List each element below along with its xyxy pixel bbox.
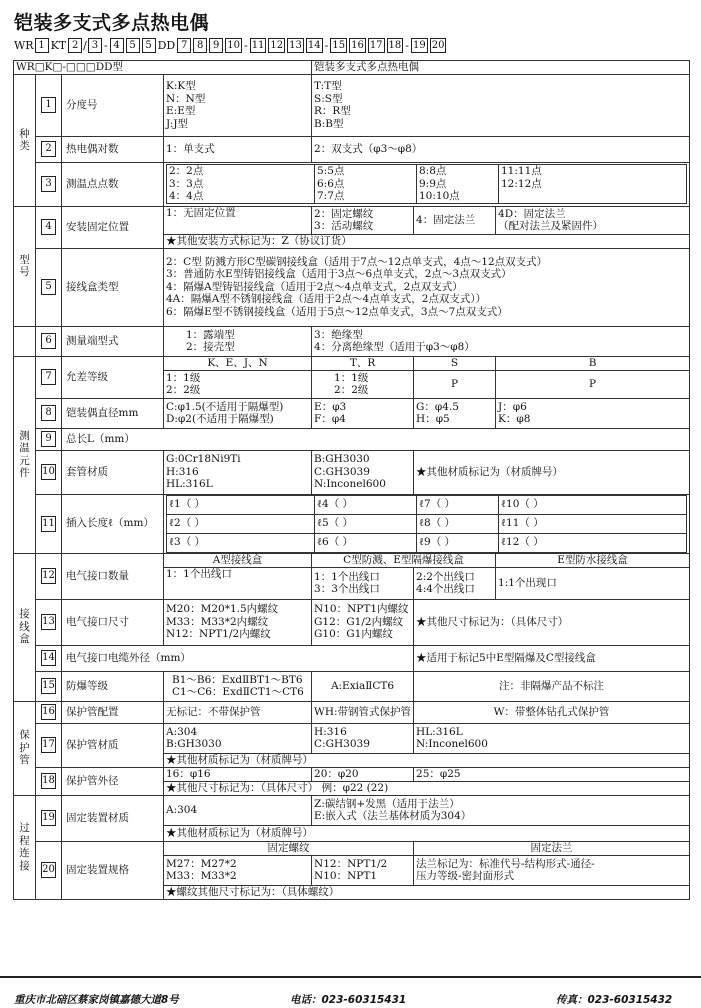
length-field: ℓ1（ ） bbox=[167, 495, 315, 514]
option: 2：2点 bbox=[169, 165, 204, 178]
option: 5:5点 bbox=[317, 165, 345, 178]
option: M33：M33*2 bbox=[166, 870, 237, 882]
note: ★其他尺寸标记为：（具体尺寸） 例：φ22 (22) bbox=[164, 781, 690, 795]
column-header: K、E、J、N bbox=[164, 356, 312, 370]
option: 3：绝缘型 bbox=[314, 328, 363, 341]
footer-phone: 电话：023-60315431 bbox=[290, 994, 407, 1006]
option: 4：分离绝缘型（适用于φ3～φ8） bbox=[314, 341, 475, 353]
option: 16：φ16 bbox=[164, 767, 312, 781]
category-box: 接 线 盒 bbox=[14, 553, 36, 701]
model-dash: - bbox=[405, 38, 409, 52]
row-number: 16 bbox=[41, 704, 56, 720]
option: H:316 bbox=[166, 465, 199, 478]
column-header: T、R bbox=[312, 356, 414, 370]
option: 2：2级 bbox=[166, 384, 201, 396]
note: ★其他安装方式标记为：Z（协议订货） bbox=[164, 234, 690, 248]
option: 7:7点 bbox=[317, 190, 345, 203]
row-label: 测量端型式 bbox=[62, 326, 164, 356]
option: 1：1级 bbox=[334, 371, 369, 384]
option: 压力等级-密封面形式 bbox=[416, 870, 515, 882]
column-header: E型防水接线盒 bbox=[496, 553, 690, 567]
length-field: ℓ9（ ） bbox=[417, 533, 499, 552]
option: D:φ2(不适用于隔爆型) bbox=[166, 413, 274, 425]
cell bbox=[312, 398, 414, 428]
row-number: 10 bbox=[41, 464, 56, 480]
option: N10：NPT1 bbox=[314, 870, 378, 882]
option: 2：固定螺纹 bbox=[314, 207, 374, 220]
cell bbox=[312, 450, 414, 494]
option: E:嵌入式（法兰基体材质为304） bbox=[314, 810, 472, 822]
row-label: 安装固定位置 bbox=[62, 206, 164, 248]
model-dash: - bbox=[103, 38, 108, 52]
option: A:304 bbox=[164, 795, 312, 825]
option: 11:11点 bbox=[501, 165, 542, 178]
option: 1：1个出线口 bbox=[164, 567, 312, 599]
option: N：N型 bbox=[166, 92, 206, 105]
model-kt: KT bbox=[50, 38, 67, 52]
option: N12：NPT1/2 bbox=[314, 857, 388, 870]
option: 1:1个出现口 bbox=[496, 567, 690, 599]
cell bbox=[496, 398, 690, 428]
option: G:0Cr18Ni9Ti bbox=[166, 453, 241, 466]
note: ★适用于标记5中E型隔爆及C型接线盒 bbox=[414, 645, 690, 671]
option: 8:8点 bbox=[419, 165, 447, 178]
note: 注：非隔爆产品不标注 bbox=[414, 671, 690, 701]
option: M20：M20*1.5内螺纹 bbox=[166, 603, 279, 616]
footer-fax: 传真：023-60315432 bbox=[556, 994, 673, 1006]
option: 3：普通防水E型铸铝接线盒（适用于3点～6点单支式，2点～3点双支式） bbox=[166, 268, 512, 281]
row-number: 8 bbox=[41, 405, 56, 421]
option: 2：C型 防溅方形C型碳钢接线盒（适用于7点～12点单支式，4点～12点双支式） bbox=[166, 255, 548, 268]
option: 1：无固定位置 bbox=[164, 206, 312, 234]
row-label: 铠装偶直径mm bbox=[62, 398, 164, 428]
cell bbox=[164, 855, 312, 885]
row-number: 2 bbox=[41, 141, 56, 157]
option: K：φ8 bbox=[498, 413, 531, 425]
option: 6:6点 bbox=[317, 177, 345, 190]
model-box-11: 11 bbox=[251, 39, 265, 51]
option: 4A：隔爆A型不锈钢接线盒（适用于2点～4点单支式，2点双支式）） bbox=[166, 293, 487, 306]
header-left: WR□K□-□□□DD型 bbox=[14, 61, 312, 75]
length-field: ℓ4（ ） bbox=[315, 495, 417, 514]
note: ★其他材质标记为（材质牌号） bbox=[164, 825, 690, 841]
cell bbox=[164, 74, 312, 136]
row-label: 保护管材质 bbox=[62, 723, 164, 767]
option: B:GH3030 bbox=[314, 453, 370, 466]
model-box-19: 19 bbox=[413, 39, 426, 51]
option: 9:9点 bbox=[419, 177, 447, 190]
option: 25：φ25 bbox=[414, 767, 690, 781]
model-box-10: 10 bbox=[227, 39, 240, 51]
category-model: 型 号 bbox=[14, 206, 36, 326]
cell bbox=[164, 599, 312, 645]
model-box-18: 18 bbox=[388, 39, 402, 51]
category-element: 测 温 元 件 bbox=[14, 356, 36, 553]
row-number: 3 bbox=[41, 176, 56, 192]
option: G10：G1内螺纹 bbox=[314, 628, 393, 641]
option: M27：M27*2 bbox=[166, 857, 237, 870]
option: 1：1个出线口 bbox=[314, 570, 380, 583]
cell bbox=[164, 494, 690, 553]
option: 1：露端型 bbox=[186, 328, 235, 341]
cell bbox=[312, 567, 414, 599]
option: N10：NPT1内螺纹 bbox=[314, 603, 409, 616]
option: G：φ4.5 bbox=[416, 400, 459, 413]
row-label: 允差等级 bbox=[62, 356, 164, 398]
length-field: ℓ10（ ） bbox=[499, 495, 687, 514]
option: 10:10点 bbox=[419, 190, 460, 203]
model-box-4: 4 bbox=[110, 38, 124, 53]
row-label: 电气接口数量 bbox=[62, 553, 164, 599]
option: 3：3个出线口 bbox=[314, 583, 380, 595]
row-number: 20 bbox=[41, 862, 56, 878]
length-field: ℓ2（ ） bbox=[167, 514, 315, 533]
row-label: 套管材质 bbox=[62, 450, 164, 494]
model-box-9: 9 bbox=[209, 38, 223, 53]
length-field: ℓ7（ ） bbox=[417, 495, 499, 514]
option: C:GH3039 bbox=[314, 738, 370, 750]
model-box-1: 1 bbox=[35, 38, 49, 53]
option: 1：单支式 bbox=[164, 136, 312, 162]
option: W：带整体钻孔式保护管 bbox=[414, 701, 690, 723]
option: 2：接壳型 bbox=[186, 341, 235, 353]
cell bbox=[164, 248, 690, 326]
cell bbox=[312, 326, 690, 356]
row-label: 热电偶对数 bbox=[62, 136, 164, 162]
cell bbox=[164, 398, 312, 428]
option: F：φ4 bbox=[314, 413, 346, 425]
column-header: 固定法兰 bbox=[414, 841, 690, 855]
column-header: C型防溅、E型隔爆接线盒 bbox=[312, 553, 496, 567]
note: ★其他材质标记为（材质牌号） bbox=[164, 753, 690, 767]
model-box-2: 2 bbox=[68, 38, 82, 53]
model-dash: - bbox=[324, 38, 329, 52]
model-box-12: 12 bbox=[270, 39, 284, 51]
option: 3：活动螺纹 bbox=[314, 220, 374, 232]
option: 12:12点 bbox=[501, 177, 542, 190]
footer bbox=[0, 976, 701, 1008]
cell bbox=[164, 671, 312, 701]
model-box-6: 5 bbox=[142, 38, 156, 53]
cell bbox=[312, 74, 690, 136]
option: P bbox=[414, 370, 496, 398]
row-label: 固定装置材质 bbox=[62, 795, 164, 841]
cell bbox=[164, 162, 690, 206]
footer-address: 重庆市北碚区蔡家岗镇嘉德大道8号 bbox=[14, 994, 179, 1006]
length-field: ℓ8（ ） bbox=[417, 514, 499, 533]
option: N12：NPT1/2内螺纹 bbox=[166, 628, 271, 641]
cell bbox=[164, 326, 312, 356]
cell bbox=[164, 370, 312, 398]
cell bbox=[312, 599, 414, 645]
option: HL:316L bbox=[416, 725, 463, 738]
option: C:GH3039 bbox=[314, 465, 370, 478]
cell bbox=[414, 855, 690, 885]
model-box-17: 17 bbox=[369, 39, 383, 51]
option: H:316 bbox=[314, 725, 347, 738]
header-right: 铠装多支式多点热电偶 bbox=[312, 61, 690, 75]
column-header: 固定螺纹 bbox=[164, 841, 414, 855]
length-field: ℓ11（ ） bbox=[499, 514, 687, 533]
row-number: 14 bbox=[41, 650, 56, 666]
option: 4：4点 bbox=[169, 190, 204, 203]
row-label: 保护管配置 bbox=[62, 701, 164, 723]
cell bbox=[164, 723, 312, 753]
option: R：R型 bbox=[314, 105, 351, 117]
row-number: 9 bbox=[41, 431, 56, 447]
option: B:GH3030 bbox=[166, 738, 222, 750]
model-prefix: WR bbox=[14, 38, 34, 52]
option: E：φ3 bbox=[314, 400, 347, 413]
row-label: 电气接口电缆外径（mm） bbox=[62, 645, 414, 671]
row-number: 12 bbox=[41, 568, 56, 584]
row-number: 7 bbox=[41, 369, 56, 385]
cell bbox=[312, 723, 414, 753]
option: 1：1级 bbox=[166, 371, 201, 384]
model-box-3: 3 bbox=[88, 38, 102, 53]
row-label: 总长L（mm） bbox=[62, 428, 690, 450]
category-protect: 保 护 管 bbox=[14, 701, 36, 795]
row-number: 1 bbox=[41, 97, 56, 113]
row-number: 13 bbox=[41, 614, 56, 630]
option: 4：隔爆A型铸铝接线盒（适用于2点～4点单支式，2点双支式） bbox=[166, 280, 463, 293]
model-box-20: 20 bbox=[431, 39, 445, 51]
option: HL:316L bbox=[166, 478, 213, 491]
option: G12：G1/2内螺纹 bbox=[314, 615, 404, 628]
option: P bbox=[496, 370, 690, 398]
model-box-13: 13 bbox=[289, 39, 302, 51]
row-label: 接线盒类型 bbox=[62, 248, 164, 326]
model-box-16: 16 bbox=[351, 39, 364, 51]
option: 6：隔爆E型不锈钢接线盒（适用于5点～12点单支式，3点～7点双支式） bbox=[166, 305, 508, 318]
row-number: 19 bbox=[41, 810, 56, 826]
row-label: 分度号 bbox=[62, 74, 164, 136]
option: A:ExiaⅡCT6 bbox=[312, 671, 414, 701]
row-label: 电气接口尺寸 bbox=[62, 599, 164, 645]
model-box-7: 7 bbox=[177, 38, 191, 53]
cell bbox=[414, 398, 496, 428]
option: 4:4个出线口 bbox=[416, 583, 475, 595]
column-header: B bbox=[496, 356, 690, 370]
option: S:S型 bbox=[314, 92, 343, 105]
model-box-8: 8 bbox=[193, 38, 207, 53]
option: B:B型 bbox=[314, 117, 344, 130]
option: N:Inconel600 bbox=[314, 478, 386, 491]
option: J:J型 bbox=[166, 117, 189, 130]
option: J：φ6 bbox=[498, 400, 527, 413]
length-field: ℓ6（ ） bbox=[315, 533, 417, 552]
cell bbox=[414, 723, 690, 753]
length-field: ℓ5（ ） bbox=[315, 514, 417, 533]
cell bbox=[414, 567, 496, 599]
cell bbox=[312, 855, 414, 885]
option: 2:2个出线口 bbox=[416, 570, 475, 583]
page-title: 铠装多支式多点热电偶 bbox=[14, 12, 210, 34]
option: （配对法兰及紧固件） bbox=[498, 220, 604, 232]
category-model-end bbox=[14, 326, 36, 356]
spec-table bbox=[13, 60, 690, 900]
note: ★螺纹其他尺寸标记为：（具体螺纹） bbox=[164, 885, 690, 899]
model-code-line bbox=[14, 37, 447, 53]
option: 2：双支式（φ3～φ8） bbox=[312, 136, 690, 162]
option: A:304 bbox=[166, 725, 198, 738]
option: M33：M33*2内螺纹 bbox=[166, 615, 269, 628]
column-header: S bbox=[414, 356, 496, 370]
option: WH:带钢管式保护管 bbox=[312, 701, 414, 723]
category-type: 种 类 bbox=[14, 74, 36, 206]
row-label: 防爆等级 bbox=[62, 671, 164, 701]
cell bbox=[312, 206, 414, 234]
length-field: ℓ3（ ） bbox=[167, 533, 315, 552]
column-header: A型接线盒 bbox=[164, 553, 312, 567]
option: C1～C6：ExdⅡCT1～CT6 bbox=[172, 686, 304, 698]
option: 4：固定法兰 bbox=[414, 206, 496, 234]
option: 2：2级 bbox=[334, 384, 369, 396]
row-label: 固定装置规格 bbox=[62, 841, 164, 899]
option: N:Inconel600 bbox=[416, 738, 488, 750]
model-dd: DD bbox=[157, 38, 176, 52]
cell bbox=[312, 370, 414, 398]
row-number: 18 bbox=[41, 773, 56, 789]
model-box-5: 5 bbox=[126, 38, 140, 53]
row-number: 11 bbox=[41, 516, 56, 532]
option: K:K型 bbox=[166, 80, 196, 92]
category-conn: 过 程 连 接 bbox=[14, 795, 36, 899]
row-label: 测温点点数 bbox=[62, 162, 164, 206]
model-box-15: 15 bbox=[332, 39, 346, 51]
length-field: ℓ12（ ） bbox=[499, 533, 687, 552]
cell bbox=[164, 450, 312, 494]
row-number: 17 bbox=[41, 737, 56, 753]
option: 法兰标记为：标准代号-结构形式-通径- bbox=[416, 857, 595, 870]
option: T:T型 bbox=[314, 80, 342, 92]
option: 3：3点 bbox=[169, 177, 204, 190]
note: ★其他尺寸标记为：（具体尺寸） bbox=[414, 599, 690, 645]
option: 无标记：不带保护管 bbox=[164, 701, 312, 723]
option: H：φ5 bbox=[416, 413, 450, 425]
row-number: 15 bbox=[41, 678, 56, 694]
option: B1～B6：ExdⅡBT1～BT6 bbox=[172, 673, 303, 686]
option: 20：φ20 bbox=[312, 767, 414, 781]
cell bbox=[496, 206, 690, 234]
option: 4D：固定法兰 bbox=[498, 207, 566, 220]
model-slash: / bbox=[83, 38, 87, 52]
option: E:E型 bbox=[166, 105, 196, 117]
row-label: 插入长度ℓ（mm） bbox=[62, 494, 164, 553]
row-number: 6 bbox=[41, 333, 56, 349]
row-number: 4 bbox=[41, 219, 56, 235]
option: Z:碳结钢+发黑（适用于法兰） bbox=[314, 797, 460, 810]
row-number: 5 bbox=[41, 279, 56, 295]
option: C:φ1.5(不适用于隔爆型) bbox=[166, 400, 284, 413]
model-box-14: 14 bbox=[307, 39, 321, 51]
row-label: 保护管外径 bbox=[62, 767, 164, 795]
model-dash: - bbox=[243, 38, 248, 52]
note: ★其他材质标记为（材质牌号） bbox=[414, 450, 690, 494]
cell bbox=[312, 795, 690, 825]
